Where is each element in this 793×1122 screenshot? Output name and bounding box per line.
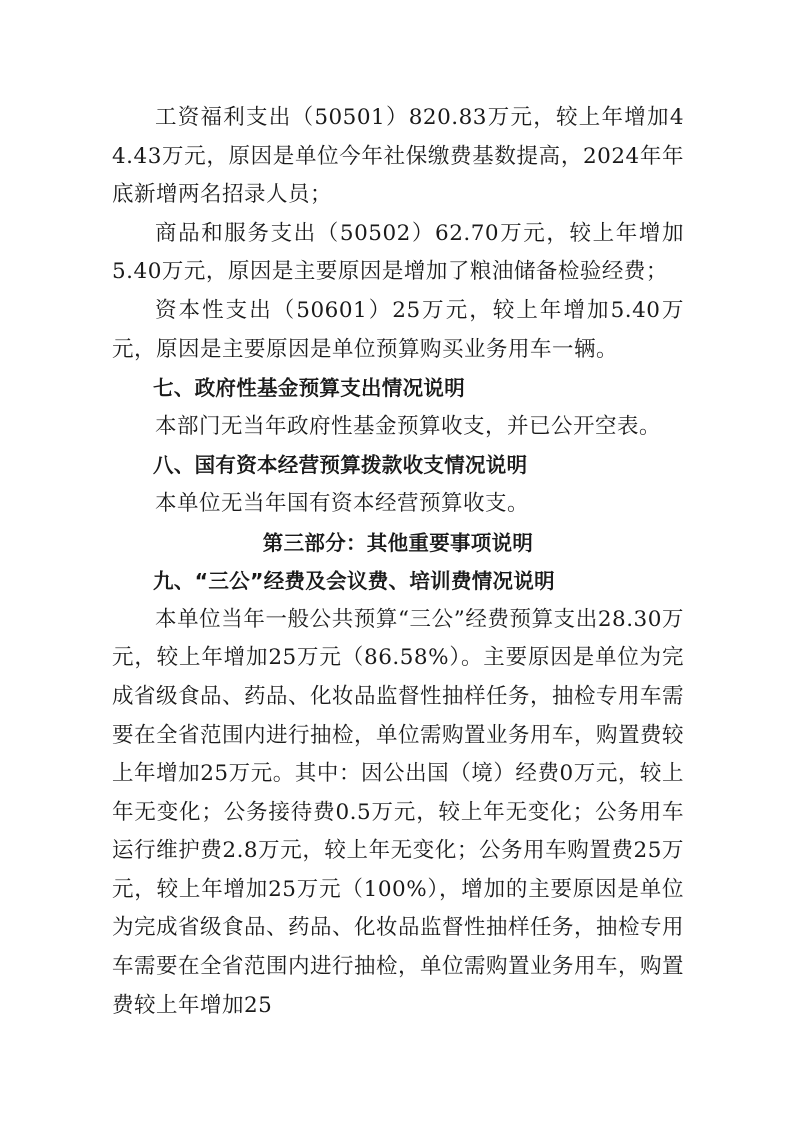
paragraph-capital-expenditure: 资本性支出（50601）25万元，较上年增加5.40万元，原因是主要原因是单位预算购买业务用车一辆。: [112, 297, 684, 362]
paragraph-government-fund: 本部门无当年政府性基金预算收支，并已公开空表。: [155, 413, 662, 439]
section-heading-government-fund: 七、政府性基金预算支出情况说明: [153, 376, 465, 401]
section-heading-three-public-expenses: 九、“三公”经费及会议费、培训费情况说明: [153, 569, 555, 594]
paragraph-three-public-expenses: 本单位当年一般公共预算“三公”经费预算支出28.30万元，较上年增加25万元（86.58%）。主要原因是单位为完成省级食品、药品、化妆品监督性抽样任务，抽检专用车需要在全省范围内进行抽检，单位需购置业务用车，购置费较上年增加25万元。其中：因公出国（境）经费0万元，较上年无变化；公务接待费0.5万元，较上年无变化；公务用车运行维护费2.8万元，较上年无变化；公务用车购置费25万元，较上年增加25万元（100%），增加的主要原因是单位为完成省级食品、药品、化妆品监督性抽样任务，抽检专用车需要在全省范围内进行抽检，单位需购置业务用车，购置费较上年增加25: [112, 606, 685, 1018]
section-heading-state-capital: 八、国有资本经营预算拨款收支情况说明: [153, 453, 528, 478]
paragraph-state-capital: 本单位无当年国有资本经营预算收支。: [155, 490, 530, 516]
paragraph-salary-expenditure: 工资福利支出（50501）820.83万元，较上年增加44.43万元，原因是单位今年社保缴费基数提高，2024年年底新增两名招录人员；: [112, 105, 684, 208]
document-body: [112, 99, 684, 1025]
part-heading-other-matters: 第三部分：其他重要事项说明: [262, 530, 534, 555]
paragraph-goods-services-expenditure: 商品和服务支出（50502）62.70万元，较上年增加5.40万元，原因是主要原因是增加了粮油储备检验经费；: [112, 220, 684, 285]
